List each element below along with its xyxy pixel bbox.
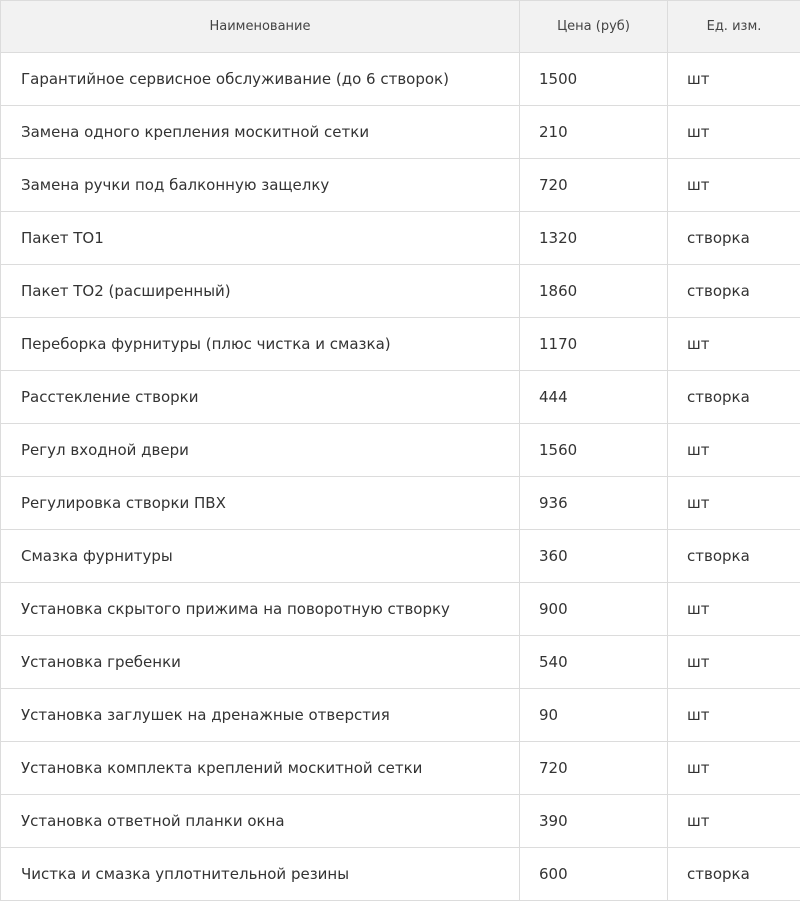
- service-name: Установка ответной планки окна: [1, 795, 520, 848]
- service-name: Установка заглушек на дренажные отверстия: [1, 689, 520, 742]
- service-price: 210: [520, 106, 668, 159]
- service-unit: шт: [668, 318, 800, 371]
- header-price: Цена (руб): [520, 1, 668, 53]
- table-row: [1, 795, 800, 848]
- service-price: 1320: [520, 212, 668, 265]
- service-unit: шт: [668, 53, 800, 106]
- service-name: Пакет ТО1: [1, 212, 520, 265]
- service-name: Замена ручки под балконную защелку: [1, 159, 520, 212]
- service-price: 360: [520, 530, 668, 583]
- table-row: [1, 689, 800, 742]
- service-unit: шт: [668, 106, 800, 159]
- service-name: Замена одного крепления москитной сетки: [1, 106, 520, 159]
- table-row: [1, 848, 800, 901]
- table-row: [1, 106, 800, 159]
- table-row: [1, 53, 800, 106]
- service-price: 1500: [520, 53, 668, 106]
- service-name: Гарантийное сервисное обслуживание (до 6 створок): [1, 53, 520, 106]
- service-name: Расстекление створки: [1, 371, 520, 424]
- service-unit: шт: [668, 742, 800, 795]
- table-body: [1, 53, 800, 901]
- service-name: Чистка и смазка уплотнительной резины: [1, 848, 520, 901]
- table-row: [1, 265, 800, 318]
- table-row: [1, 318, 800, 371]
- service-name: Пакет ТО2 (расширенный): [1, 265, 520, 318]
- table-row: [1, 477, 800, 530]
- service-unit: створка: [668, 530, 800, 583]
- service-unit: шт: [668, 583, 800, 636]
- service-name: Переборка фурнитуры (плюс чистка и смазка): [1, 318, 520, 371]
- table-row: [1, 742, 800, 795]
- table-header: [1, 1, 800, 53]
- service-price: 540: [520, 636, 668, 689]
- service-unit: шт: [668, 424, 800, 477]
- service-name: Установка комплекта креплений москитной сетки: [1, 742, 520, 795]
- service-price: 390: [520, 795, 668, 848]
- header-row: [1, 1, 800, 53]
- service-unit: шт: [668, 636, 800, 689]
- table-row: [1, 530, 800, 583]
- service-unit: створка: [668, 371, 800, 424]
- service-price: 1170: [520, 318, 668, 371]
- service-name: Регул входной двери: [1, 424, 520, 477]
- table-row: [1, 212, 800, 265]
- service-unit: шт: [668, 689, 800, 742]
- service-price: 1560: [520, 424, 668, 477]
- service-price: 90: [520, 689, 668, 742]
- service-unit: шт: [668, 795, 800, 848]
- service-unit: створка: [668, 212, 800, 265]
- service-unit: шт: [668, 159, 800, 212]
- service-price: 936: [520, 477, 668, 530]
- service-unit: створка: [668, 265, 800, 318]
- service-unit: шт: [668, 477, 800, 530]
- service-name: Смазка фурнитуры: [1, 530, 520, 583]
- service-price: 900: [520, 583, 668, 636]
- service-price: 1860: [520, 265, 668, 318]
- service-price: 720: [520, 159, 668, 212]
- table-row: [1, 371, 800, 424]
- header-name: Наименование: [1, 1, 520, 53]
- service-name: Установка гребенки: [1, 636, 520, 689]
- service-name: Регулировка створки ПВХ: [1, 477, 520, 530]
- service-price: 444: [520, 371, 668, 424]
- table-row: [1, 636, 800, 689]
- table-row: [1, 424, 800, 477]
- table-row: [1, 159, 800, 212]
- service-price: 720: [520, 742, 668, 795]
- service-price: 600: [520, 848, 668, 901]
- table-row: [1, 583, 800, 636]
- service-unit: створка: [668, 848, 800, 901]
- service-name: Установка скрытого прижима на поворотную створку: [1, 583, 520, 636]
- header-unit: Ед. изм.: [668, 1, 800, 53]
